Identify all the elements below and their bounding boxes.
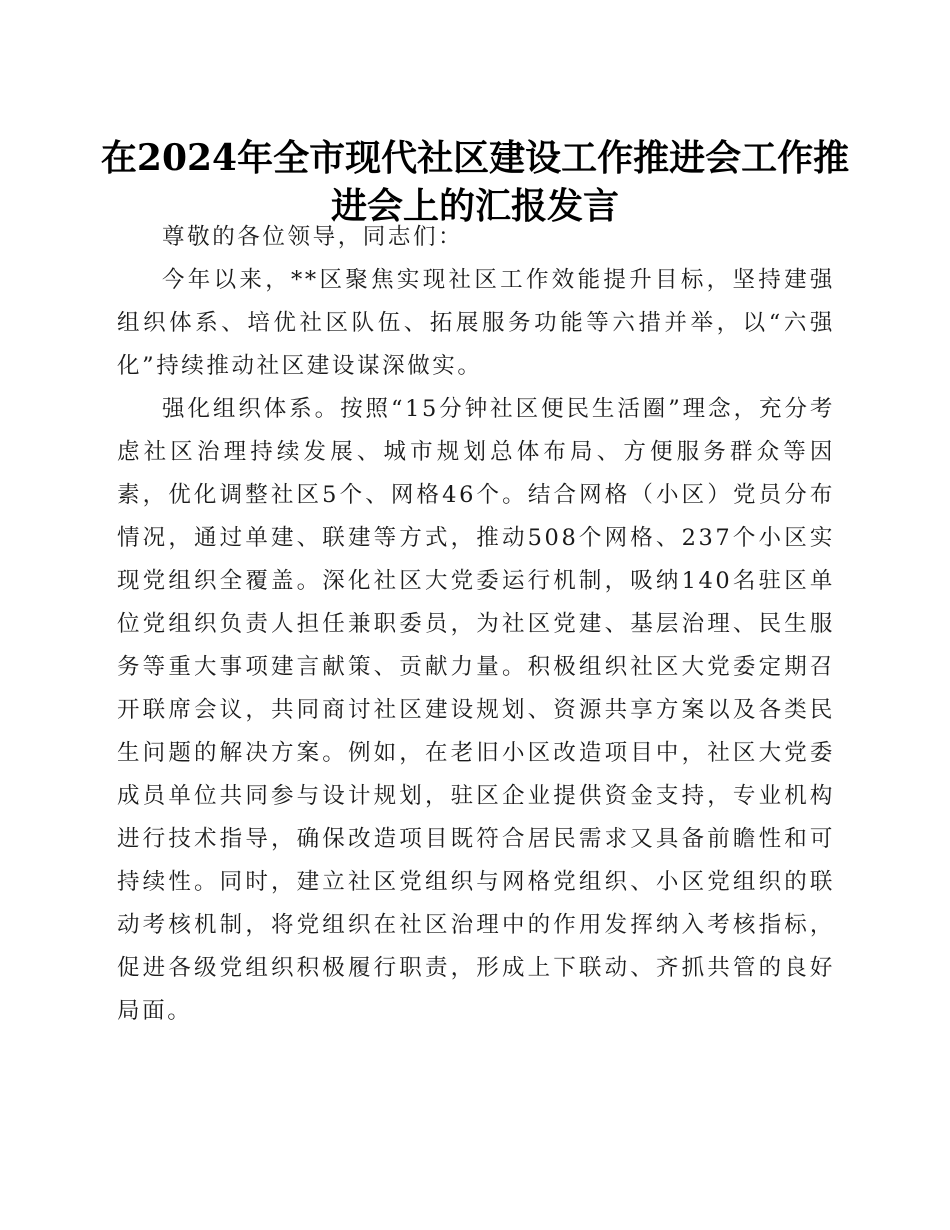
document-body	[117, 216, 835, 1033]
intro-paragraph: 今年以来，**区聚焦实现社区工作效能提升目标，坚持建强组织体系、培优社区队伍、拓展服务功能等六措并举，以“六强化”持续推动社区建设谋深做实。	[117, 267, 835, 379]
greeting-paragraph: 尊敬的各位领导，同志们：	[162, 224, 464, 250]
document-title: 在2024年全市现代社区建设工作推进会工作推进会上的汇报发言	[100, 137, 850, 227]
organization-paragraph: 强化组织体系。按照“15分钟社区便民生活圈”理念，充分考虑社区治理持续发展、城市规划总体布局、方便服务群众等因素，优化调整社区5个、网格46个。结合网格（小区）党员分布情况，通过单建、联建等方式，推动508个网格、237个小区实现党组织全覆盖。深化社区大党委运行机制，吸纳140名驻区单位党组织负责人担任兼职委员，为社区党建、基层治理、民生服务等重大事项建言献策、贡献力量。积极组织社区大党委定期召开联席会议，共同商讨社区建设规划、资源共享方案以及各类民生问题的解决方案。例如，在老旧小区改造项目中，社区大党委成员单位共同参与设计规划，驻区企业提供资金支持，专业机构进行技术指导，确保改造项目既符合居民需求又具备前瞻性和可持续性。同时，建立社区党组织与网格党组织、小区党组织的联动考核机制，将党组织在社区治理中的作用发挥纳入考核指标，促进各级党组织积极履行职责，形成上下联动、齐抓共管的良好局面。	[117, 396, 835, 1024]
